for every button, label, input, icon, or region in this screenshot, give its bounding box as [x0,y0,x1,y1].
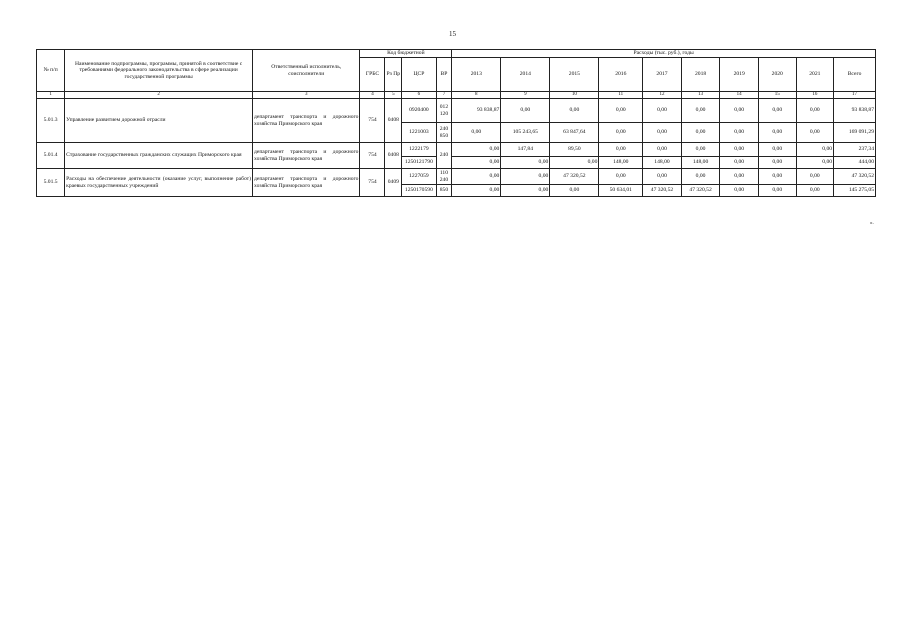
value-cell: 47 320,52 [550,169,599,185]
value-cell: 0,00 [643,169,682,185]
value-cell: 0,00 [501,157,550,169]
value-cell: 105 243,65 [501,123,550,143]
column-number: 1 [37,92,65,99]
row-executor: департамент транспорта и дорожного хозяйства Приморского края [252,169,359,197]
value-cell: 0,00 [681,99,720,123]
value-cell: 0,00 [681,169,720,185]
row-vr: 110 240 [436,169,452,185]
row-rzpr: 0408 [385,143,402,169]
value-cell: 0,00 [758,169,796,185]
value-cell: 0,00 [758,99,796,123]
row-vr: 850 [436,185,452,197]
row-vr: 240 850 [436,123,452,143]
header-year: 2020 [758,58,796,92]
value-cell: 0,00 [452,185,501,197]
header-year: 2018 [681,58,720,92]
row-number: 5.01.4 [37,143,65,169]
row-csr: 1250121790 [402,157,436,169]
column-number: 17 [834,92,876,99]
column-number: 9 [501,92,550,99]
value-cell: 63 847,64 [550,123,599,143]
value-cell: 0,00 [681,123,720,143]
value-cell: 0,00 [452,169,501,185]
value-cell: 148,00 [643,157,682,169]
value-cell: 0,00 [452,143,501,157]
row-executor: департамент транспорта и дорожного хозяйства Приморского края [252,99,359,143]
value-cell: 0,00 [720,157,759,169]
table-row [37,99,876,123]
column-number: 2 [65,92,253,99]
value-cell: 0,00 [599,169,643,185]
page-number: 15 [449,30,456,38]
column-number: 6 [402,92,436,99]
header-year: 2017 [643,58,682,92]
row-csr: 1222179 [402,143,436,157]
row-vr: 240 [436,143,452,169]
total-cell: 47 320,52 [834,169,876,185]
column-number: 14 [720,92,759,99]
value-cell: 0,00 [550,185,599,197]
value-cell: 89,50 [550,143,599,157]
value-cell: 0,00 [550,99,599,123]
closing-quote-mark: ». [870,221,874,226]
column-number: 7 [436,92,452,99]
value-cell: 93 838,87 [452,99,501,123]
header-name: Наименование подпрограммы, программы, принятой в соответствие с требованиями федерального законодательства в сфере реализации государственной программы [65,50,253,92]
value-cell: 0,00 [796,157,834,169]
header-vr: ВР [436,58,452,92]
row-program-name: Страхование государственных гражданских служащих Приморского края [65,143,253,169]
total-cell: 145 275,05 [834,185,876,197]
header-year: 2014 [501,58,550,92]
total-cell: 169 091,29 [834,123,876,143]
header-executor: Ответственный исполнитель, соисполнители [252,50,359,92]
row-grbs: 754 [360,169,385,197]
value-cell: 0,00 [758,143,796,157]
header-rzpr: Рз Пр [385,58,402,92]
column-number: 15 [758,92,796,99]
value-cell: 0,00 [720,185,759,197]
value-cell: 0,00 [796,99,834,123]
row-number: 5.01.5 [37,169,65,197]
row-csr: 0920400 [402,99,436,123]
header-expenses: Расходы (тыс. руб.), годы [452,50,876,58]
column-number: 12 [643,92,682,99]
value-cell: 50 634,01 [599,185,643,197]
row-number: 5.01.3 [37,99,65,143]
value-cell: 0,00 [758,123,796,143]
table-row [37,169,876,185]
column-number: 8 [452,92,501,99]
total-cell: 237,34 [834,143,876,157]
header-year: 2019 [720,58,759,92]
header-year: 2016 [599,58,643,92]
header-year: 2013 [452,58,501,92]
value-cell: 0,00 [796,185,834,197]
row-csr: 1221003 [402,123,436,143]
header-total: Всего [834,58,876,92]
header-budget-code: Код бюджетной [360,50,452,58]
header-year: 2021 [796,58,834,92]
value-cell: 0,00 [796,123,834,143]
row-grbs: 754 [360,143,385,169]
header-csr: ЦСР [402,58,436,92]
value-cell: 0,00 [599,99,643,123]
row-rzpr: 0408 [385,99,402,143]
column-number: 4 [360,92,385,99]
value-cell: 0,00 [643,143,682,157]
value-cell: 0,00 [643,123,682,143]
value-cell: 147,84 [501,143,550,157]
column-number: 13 [681,92,720,99]
value-cell: 0,00 [599,143,643,157]
table-row [37,143,876,157]
column-number: 16 [796,92,834,99]
total-cell: 93 838,87 [834,99,876,123]
value-cell: 47 320,52 [643,185,682,197]
budget-table [36,49,876,197]
row-csr: 1227059 [402,169,436,185]
row-grbs: 754 [360,99,385,143]
value-cell: 0,00 [758,157,796,169]
value-cell: 0,00 [720,169,759,185]
column-number: 11 [599,92,643,99]
value-cell: 0,00 [643,99,682,123]
column-number: 10 [550,92,599,99]
value-cell: 0,00 [452,157,501,169]
row-rzpr: 0409 [385,169,402,197]
value-cell: 0,00 [550,157,599,169]
value-cell: 0,00 [501,169,550,185]
total-cell: 444,00 [834,157,876,169]
value-cell: 0,00 [720,123,759,143]
value-cell: 0,00 [501,99,550,123]
row-program-name: Управление развитием дорожной отрасли [65,99,253,143]
header-year: 2015 [550,58,599,92]
value-cell: 0,00 [720,143,759,157]
row-executor: департамент транспорта и дорожного хозяйства Приморского края [252,143,359,169]
value-cell: 0,00 [796,143,834,157]
row-csr: 1250170590 [402,185,436,197]
value-cell: 0,00 [599,123,643,143]
value-cell: 0,00 [720,99,759,123]
header-grbs: ГРБС [360,58,385,92]
value-cell: 47 320,52 [681,185,720,197]
value-cell: 148,00 [599,157,643,169]
row-program-name: Расходы на обеспечение деятельности (оказание услуг, выполнение работ) краевых государственных учреждений [65,169,253,197]
value-cell: 0,00 [501,185,550,197]
value-cell: 0,00 [796,169,834,185]
value-cell: 148,00 [681,157,720,169]
value-cell: 0,00 [681,143,720,157]
row-vr: 012 120 [436,99,452,123]
header-no: № п/п [37,50,65,92]
value-cell: 0,00 [758,185,796,197]
column-number: 5 [385,92,402,99]
value-cell: 0,00 [452,123,501,143]
column-number: 3 [252,92,359,99]
